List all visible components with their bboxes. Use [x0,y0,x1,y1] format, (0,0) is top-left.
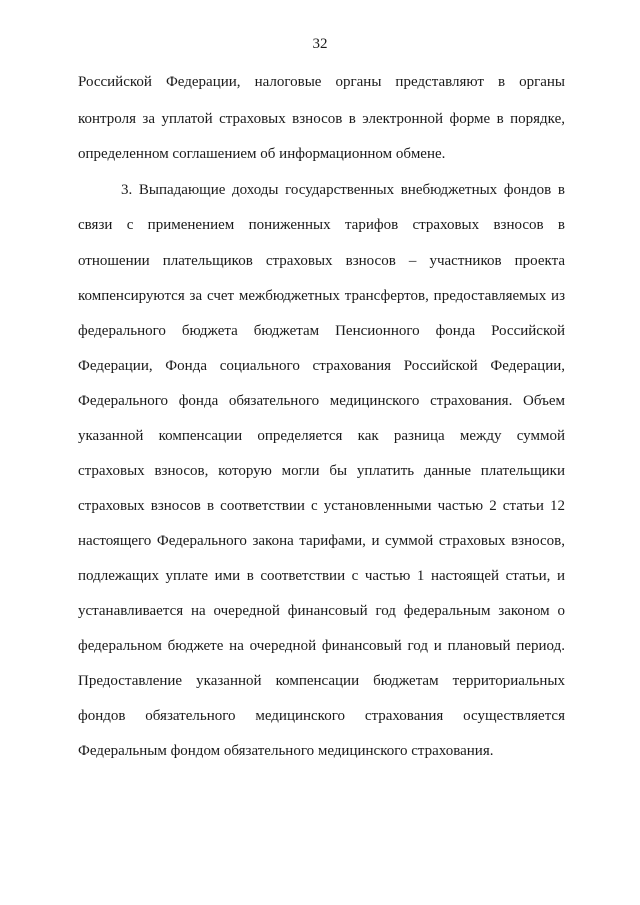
text-line-13: страховых взносов в соответствии с установленными частью 2 статьи 12 [78,498,565,514]
text-line-6: отношении плательщиков страховых взносов – участников проекта [78,253,565,269]
text-line-10: Федерального фонда обязательного медицинского страхования. Объем [78,393,565,409]
text-line-15: подлежащих уплате ими в соответствии с частью 1 настоящей статьи, и [78,568,565,584]
text-line-17: федеральном бюджете на очередной финансовый год и плановый период. [78,638,565,654]
paragraph-3-first-line: 3. Выпадающие доходы государственных внебюджетных фондов в [121,182,565,198]
text-line-11: указанной компенсации определяется как разница между суммой [78,428,565,444]
text-line-14: настоящего Федерального закона тарифами, и суммой страховых взносов, [78,533,565,549]
text-line-1: Российской Федерации, налоговые органы представляют в органы [78,74,565,90]
text-line-12: страховых взносов, которую могли бы уплатить данные плательщики [78,463,565,479]
text-line-5: связи с применением пониженных тарифов страховых взносов в [78,217,565,233]
text-line-20: Федеральным фондом обязательного медицинского страхования. [78,743,494,759]
text-line-9: Федерации, Фонда социального страхования Российской Федерации, [78,358,565,374]
text-line-18: Предоставление указанной компенсации бюджетам территориальных [78,673,565,689]
text-line-3: определенном соглашением об информационном обмене. [78,146,446,162]
text-line-16: устанавливается на очередной финансовый год федеральным законом о [78,603,565,619]
text-line-19: фондов обязательного медицинского страхования осуществляется [78,708,565,724]
text-line-7: компенсируются за счет межбюджетных трансфертов, предоставляемых из [78,288,565,304]
text-line-2: контроля за уплатой страховых взносов в электронной форме в порядке, [78,111,565,127]
page-number: 32 [312,36,328,52]
text-line-8: федерального бюджета бюджетам Пенсионного фонда Российской [78,323,565,339]
